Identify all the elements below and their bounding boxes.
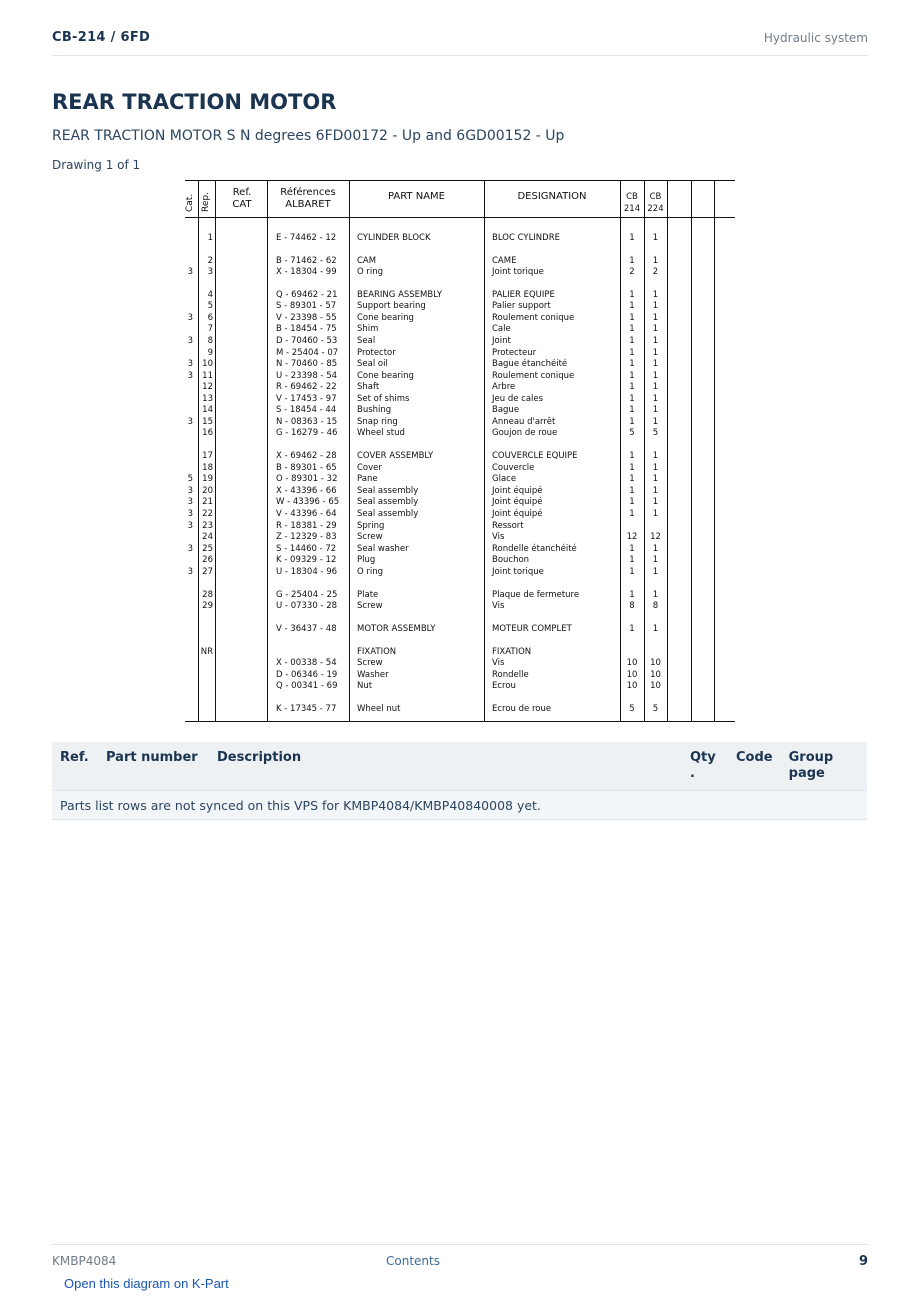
- sheet-cell-ref: V - 36437 - 48: [276, 624, 337, 634]
- sheet-cell-name: Wheel nut: [357, 704, 401, 714]
- sheet-rule: [215, 180, 216, 722]
- page-footer: [52, 1244, 868, 1269]
- sheet-cell-q2: 1: [652, 624, 659, 634]
- sheet-cell-q1: 1: [629, 509, 635, 519]
- sheet-cell-cat: 3: [187, 267, 193, 277]
- sheet-rule: [185, 217, 735, 218]
- sheet-cell-name: Bushing: [357, 405, 392, 415]
- sheet-cell-cat: 3: [187, 544, 193, 554]
- sheet-cell-ref: V - 43396 - 64: [276, 509, 337, 519]
- table-row: [52, 791, 867, 820]
- header-rep: Rep.: [201, 192, 211, 212]
- sheet-cell-ref: D - 70460 - 53: [276, 336, 338, 346]
- sheet-cell-q2: 1: [652, 567, 659, 577]
- column-ref: Ref.: [52, 742, 98, 791]
- sheet-cell-q2: 10: [650, 681, 661, 691]
- sheet-cell-rep: NR: [200, 647, 213, 657]
- sheet-cell-q2: 1: [652, 497, 659, 507]
- sheet-cell-q1: 1: [629, 405, 635, 415]
- sheet-cell-name: BEARING ASSEMBLY: [357, 290, 443, 300]
- page-header: [52, 28, 868, 56]
- sheet-cell-rep: 26: [202, 555, 213, 565]
- sheet-cell-name: Cover: [357, 463, 382, 473]
- sheet-cell-rep: 18: [202, 463, 213, 473]
- sheet-cell-ref: N - 08363 - 15: [276, 417, 338, 427]
- sheet-cell-q2: 1: [652, 301, 659, 311]
- sheet-cell-name: Snap ring: [357, 417, 398, 427]
- sheet-cell-q1: 1: [629, 590, 635, 600]
- sheet-cell-q1: 1: [629, 371, 635, 381]
- sheet-cell-ref: U - 18304 - 96: [276, 567, 338, 577]
- sheet-rule: [691, 180, 692, 722]
- sheet-cell-des: Joint équipé: [492, 497, 543, 507]
- sheet-cell-name: Seal: [357, 336, 376, 346]
- sheet-cell-q2: 1: [652, 324, 659, 334]
- sheet-cell-des: PALIER EQUIPE: [492, 290, 555, 300]
- sheet-cell-q1: 5: [629, 428, 635, 438]
- sheet-cell-des: Bague: [492, 405, 520, 415]
- sheet-cell-ref: D - 06346 - 19: [276, 670, 338, 680]
- sheet-cell-ref: K - 17345 - 77: [276, 704, 337, 714]
- parts-table-header-row: [52, 742, 867, 791]
- sheet-cell-rep: 20: [202, 486, 213, 496]
- sheet-cell-rep: 3: [207, 267, 213, 277]
- header-part-name: PART NAME: [387, 191, 445, 202]
- sheet-cell-rep: 4: [207, 290, 213, 300]
- sheet-cell-name: Seal assembly: [357, 497, 419, 507]
- sheet-cell-ref: X - 69462 - 28: [276, 451, 337, 461]
- sheet-cell-rep: 23: [202, 521, 213, 531]
- sheet-cell-ref: X - 00338 - 54: [276, 658, 337, 668]
- header-albaret: Références ALBARET: [280, 187, 336, 210]
- sheet-cell-des: Roulement conique: [492, 313, 575, 323]
- sheet-cell-ref: R - 18381 - 29: [276, 521, 337, 531]
- sheet-cell-rep: 27: [202, 567, 213, 577]
- sheet-cell-ref: V - 23398 - 55: [276, 313, 337, 323]
- page-title: REAR TRACTION MOTOR: [52, 90, 337, 114]
- sheet-cell-des: Joint équipé: [492, 509, 543, 519]
- parts-list-table: [52, 742, 867, 820]
- sheet-cell-q1: 1: [629, 359, 635, 369]
- sheet-cell-rep: 19: [202, 474, 213, 484]
- sheet-cell-cat: 3: [187, 336, 193, 346]
- header-designation: DESIGNATION: [517, 191, 587, 202]
- sheet-rule: [267, 180, 268, 722]
- sheet-cell-rep: 28: [202, 590, 213, 600]
- sheet-cell-des: Ecrou de roue: [492, 704, 552, 714]
- sheet-cell-des: Rondelle: [492, 670, 529, 680]
- sheet-cell-name: Seal assembly: [357, 509, 419, 519]
- sheet-cell-q2: 1: [652, 359, 659, 369]
- sheet-cell-cat: 3: [187, 371, 193, 381]
- sheet-cell-q2: 1: [652, 405, 659, 415]
- open-diagram-link[interactable]: Open this diagram on K-Part: [64, 1276, 229, 1291]
- sheet-cell-rep: 14: [202, 405, 213, 415]
- sheet-cell-des: Joint torique: [492, 567, 544, 577]
- sheet-cell-rep: 16: [202, 428, 213, 438]
- page-number: 9: [858, 1254, 868, 1269]
- sheet-cell-q1: 5: [629, 704, 635, 714]
- sheet-cell-rep: 24: [202, 532, 213, 542]
- sheet-cell-rep: 22: [202, 509, 213, 519]
- sheet-cell-des: Couvercle: [492, 463, 535, 473]
- sheet-cell-ref: U - 07330 - 28: [276, 601, 338, 611]
- sheet-cell-q1: 1: [629, 567, 635, 577]
- sheet-cell-rep: 2: [207, 256, 213, 266]
- sheet-cell-ref: X - 43396 - 66: [276, 486, 337, 496]
- sheet-cell-name: O ring: [357, 567, 384, 577]
- sheet-cell-q1: 1: [629, 233, 635, 243]
- sheet-cell-cat: 3: [187, 567, 193, 577]
- sheet-cell-rep: 12: [202, 382, 213, 392]
- sheet-cell-q1: 1: [629, 624, 635, 634]
- sheet-cell-ref: V - 17453 - 97: [276, 394, 337, 404]
- sheet-cell-ref: B - 18454 - 75: [276, 324, 337, 334]
- sheet-cell-rep: 6: [207, 313, 213, 323]
- header-cb224: CB 224: [647, 192, 664, 214]
- sheet-cell-q2: 1: [652, 256, 659, 266]
- parts-diagram-sheet: [181, 180, 735, 722]
- sheet-cell-cat: 3: [187, 359, 193, 369]
- sheet-cell-name: Washer: [357, 670, 389, 680]
- sheet-cell-ref: Z - 12329 - 83: [276, 532, 337, 542]
- sheet-cell-q1: 10: [626, 681, 638, 691]
- sheet-cell-q2: 1: [652, 474, 659, 484]
- header-ref-cat: Ref. CAT: [232, 187, 252, 210]
- sheet-cell-q2: 1: [652, 290, 659, 300]
- sheet-cell-des: MOTEUR COMPLET: [492, 624, 572, 634]
- sheet-cell-q2: 1: [652, 348, 659, 358]
- sheet-cell-q1: 1: [629, 497, 635, 507]
- sheet-cell-rep: 1: [207, 233, 213, 243]
- sheet-cell-cat: 5: [187, 474, 193, 484]
- sheet-cell-des: Glace: [492, 474, 517, 484]
- sheet-cell-name: Pane: [357, 474, 378, 484]
- sheet-cell-name: Support bearing: [357, 301, 426, 311]
- sheet-cell-des: Roulement conique: [492, 371, 575, 381]
- sheet-cell-name: CAM: [357, 256, 377, 266]
- sheet-cell-cat: 3: [187, 486, 193, 496]
- sheet-cell-name: Screw: [357, 601, 383, 611]
- sheet-cell-q2: 10: [650, 658, 661, 668]
- sheet-cell-q2: 2: [652, 267, 659, 277]
- sheet-cell-name: Screw: [357, 658, 383, 668]
- sheet-cell-rep: 13: [202, 394, 213, 404]
- contents-link[interactable]: Contents: [386, 1254, 440, 1268]
- sheet-cell-ref: K - 09329 - 12: [276, 555, 337, 565]
- sheet-cell-des: Bague étanchéité: [492, 359, 568, 369]
- sheet-cell-rep: 10: [202, 359, 213, 369]
- sheet-cell-des: COUVERCLE EQUIPE: [492, 451, 578, 461]
- sheet-cell-des: Vis: [492, 601, 505, 611]
- sheet-cell-ref: X - 18304 - 99: [276, 267, 337, 277]
- sheet-cell-ref: Q - 69462 - 21: [276, 290, 338, 300]
- sheet-cell-des: Anneau d'arrêt: [492, 417, 556, 427]
- sheet-cell-cat: 3: [187, 509, 193, 519]
- column-code: Code: [728, 742, 781, 791]
- sheet-rule: [714, 180, 715, 722]
- sheet-cell-q2: 5: [652, 428, 659, 438]
- sheet-cell-des: Joint torique: [492, 267, 544, 277]
- sheet-cell-q1: 1: [629, 394, 635, 404]
- section-label: Hydraulic system: [763, 31, 868, 45]
- sheet-cell-q2: 1: [652, 486, 659, 496]
- sheet-cell-ref: N - 70460 - 85: [276, 359, 338, 369]
- sheet-cell-name: Protector: [357, 348, 396, 358]
- sheet-cell-ref: O - 89301 - 32: [276, 474, 338, 484]
- column-description: Description: [209, 742, 682, 791]
- sheet-cell-ref: M - 25404 - 07: [276, 348, 339, 358]
- sheet-cell-q1: 1: [629, 313, 635, 323]
- sheet-cell-q2: 1: [652, 336, 659, 346]
- sheet-cell-name: Spring: [357, 521, 385, 531]
- sheet-cell-q2: 1: [652, 544, 659, 554]
- sheet-cell-q1: 1: [629, 324, 635, 334]
- sheet-cell-des: Ressort: [492, 521, 524, 531]
- sheet-cell-name: O ring: [357, 267, 384, 277]
- sheet-rule: [349, 180, 350, 722]
- sheet-cell-q1: 1: [629, 451, 635, 461]
- sheet-cell-q1: 10: [626, 658, 638, 668]
- sheet-cell-q2: 1: [652, 371, 659, 381]
- header-cb214: CB 214: [623, 192, 641, 214]
- sheet-cell-rep: 17: [202, 451, 213, 461]
- sheet-cell-des: Rondelle étanchéité: [492, 544, 577, 554]
- column-part-number: Part number: [98, 742, 209, 791]
- sheet-cell-des: Goujon de roue: [492, 428, 558, 438]
- sheet-cell-q2: 1: [652, 233, 659, 243]
- sheet-cell-q1: 12: [626, 532, 638, 542]
- sheet-cell-name: Plate: [357, 590, 379, 600]
- sheet-cell-cat: 3: [187, 497, 193, 507]
- sheet-cell-ref: U - 23398 - 54: [276, 371, 338, 381]
- sheet-cell-q2: 1: [652, 555, 659, 565]
- sheet-cell-des: Bouchon: [492, 555, 530, 565]
- model-label: CB-214 / 6FD: [52, 30, 151, 45]
- drawing-label: Drawing 1 of 1: [52, 158, 141, 172]
- sheet-cell-des: Jeu de cales: [492, 394, 544, 404]
- sheet-cell-q1: 1: [629, 544, 635, 554]
- sheet-cell-q2: 1: [652, 417, 659, 427]
- sheet-cell-des: Protecteur: [492, 348, 537, 358]
- sheet-cell-ref: E - 74462 - 12: [276, 233, 337, 243]
- sheet-cell-name: MOTOR ASSEMBLY: [357, 624, 436, 634]
- sheet-rule: [185, 180, 735, 181]
- sheet-cell-q2: 1: [652, 590, 659, 600]
- column-group-page: Group page: [781, 742, 867, 791]
- sheet-cell-name: Set of shims: [357, 394, 410, 404]
- sheet-cell-name: Seal washer: [357, 544, 409, 554]
- sheet-cell-rep: 7: [207, 324, 213, 334]
- sheet-cell-cat: 3: [187, 417, 193, 427]
- sheet-cell-rep: 11: [202, 371, 213, 381]
- sheet-cell-rep: 29: [202, 601, 213, 611]
- sheet-cell-q1: 1: [629, 486, 635, 496]
- sheet-cell-cat: 3: [187, 313, 193, 323]
- sheet-cell-ref: Q - 00341 - 69: [276, 681, 338, 691]
- sheet-cell-rep: 15: [202, 417, 213, 427]
- sheet-cell-q1: 10: [626, 670, 638, 680]
- sheet-cell-q1: 1: [629, 463, 635, 473]
- sheet-cell-des: Plaque de fermeture: [492, 590, 580, 600]
- sheet-cell-q2: 12: [650, 532, 661, 542]
- sheet-cell-name: Nut: [357, 681, 373, 691]
- sheet-cell-q1: 1: [629, 348, 635, 358]
- sheet-cell-q2: 5: [652, 704, 659, 714]
- page-subtitle: REAR TRACTION MOTOR S N degrees 6FD00172 - Up and 6GD00152 - Up: [52, 128, 565, 144]
- sheet-cell-q2: 1: [652, 451, 659, 461]
- sheet-cell-des: Cale: [492, 324, 511, 334]
- sheet-cell-q1: 1: [629, 336, 635, 346]
- sheet-cell-q1: 1: [629, 382, 635, 392]
- sheet-cell-des: Vis: [492, 658, 505, 668]
- sheet-cell-q1: 1: [629, 256, 635, 266]
- sheet-cell-name: Seal assembly: [357, 486, 419, 496]
- sheet-cell-des: BLOC CYLINDRE: [492, 233, 560, 243]
- sheet-cell-des: Joint équipé: [492, 486, 543, 496]
- sheet-rule: [484, 180, 485, 722]
- sheet-cell-ref: G - 16279 - 46: [276, 428, 338, 438]
- sheet-cell-q2: 8: [652, 601, 659, 611]
- sheet-cell-ref: S - 18454 - 44: [276, 405, 337, 415]
- sheet-cell-name: Plug: [357, 555, 376, 565]
- sheet-cell-q2: 1: [652, 463, 659, 473]
- sheet-cell-name: FIXATION: [357, 647, 397, 657]
- sheet-cell-ref: W - 43396 - 65: [276, 497, 340, 507]
- header-cat: Cat.: [185, 193, 195, 212]
- sheet-cell-q1: 1: [629, 417, 635, 427]
- sheet-cell-rep: 25: [202, 544, 213, 554]
- sheet-cell-des: FIXATION: [492, 647, 532, 657]
- sheet-cell-cat: 3: [187, 521, 193, 531]
- sheet-cell-q1: 1: [629, 290, 635, 300]
- sheet-rule: [667, 180, 668, 722]
- sheet-cell-rep: 5: [207, 301, 213, 311]
- sheet-cell-ref: G - 25404 - 25: [276, 590, 338, 600]
- sheet-cell-des: Arbre: [492, 382, 516, 392]
- sheet-cell-name: COVER ASSEMBLY: [357, 451, 434, 461]
- sheet-cell-name: Shaft: [357, 382, 380, 392]
- sheet-cell-des: Palier support: [492, 301, 551, 311]
- sheet-cell-ref: S - 89301 - 57: [276, 301, 337, 311]
- sync-message: Parts list rows are not synced on this VPS for KMBP4084/KMBP40840008 yet.: [52, 791, 867, 820]
- sheet-cell-name: Cone bearing: [357, 313, 414, 323]
- sheet-cell-q1: 1: [629, 474, 635, 484]
- sheet-cell-q2: 1: [652, 394, 659, 404]
- sheet-cell-des: Vis: [492, 532, 505, 542]
- sheet-cell-ref: B - 89301 - 65: [276, 463, 337, 473]
- sheet-cell-des: CAME: [492, 256, 517, 266]
- sheet-cell-name: Shim: [357, 324, 379, 334]
- sheet-cell-name: Seal oil: [357, 359, 388, 369]
- sheet-rule: [185, 721, 735, 722]
- sheet-cell-q1: 8: [629, 601, 635, 611]
- sheet-cell-des: Joint: [492, 336, 511, 346]
- sheet-cell-name: Cone bearing: [357, 371, 414, 381]
- sheet-cell-q2: 1: [652, 509, 659, 519]
- sheet-cell-rep: 21: [202, 497, 213, 507]
- sheet-cell-q1: 2: [629, 267, 635, 277]
- sheet-cell-rep: 8: [207, 336, 213, 346]
- footer-doc-id: KMBP4084: [52, 1254, 117, 1268]
- sheet-cell-q1: 1: [629, 301, 635, 311]
- sheet-cell-des: Ecrou: [492, 681, 516, 691]
- sheet-cell-name: CYLINDER BLOCK: [357, 233, 431, 243]
- sheet-cell-name: Screw: [357, 532, 383, 542]
- sheet-cell-name: Wheel stud: [357, 428, 405, 438]
- sheet-cell-q2: 1: [652, 382, 659, 392]
- sheet-cell-ref: S - 14460 - 72: [276, 544, 337, 554]
- sheet-cell-ref: R - 69462 - 22: [276, 382, 337, 392]
- sheet-cell-q2: 10: [650, 670, 661, 680]
- sheet-cell-ref: B - 71462 - 62: [276, 256, 337, 266]
- sheet-cell-rep: 9: [207, 348, 213, 358]
- sheet-cell-q2: 1: [652, 313, 659, 323]
- sheet-cell-q1: 1: [629, 555, 635, 565]
- column-qty: Qty .: [682, 742, 728, 791]
